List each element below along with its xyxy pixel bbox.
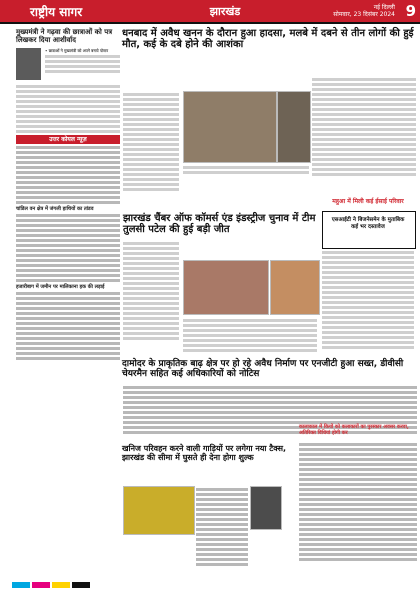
ranchi-headline: कालाकाल में कियों को कलाकारों का पुरस्कार अवसर करवा, अतिरिक्त विधियां होगी कर bbox=[299, 424, 409, 436]
header-rule bbox=[0, 22, 420, 24]
truck-photo bbox=[123, 486, 195, 535]
left-news-column bbox=[16, 28, 120, 588]
ranchi-text bbox=[299, 441, 417, 576]
masthead bbox=[0, 0, 420, 22]
brand-title: राष्ट्रीय सागर bbox=[30, 4, 83, 19]
cyan-swatch bbox=[12, 582, 30, 588]
ngt-headline: दामोदर के प्राकृतिक बाढ़ क्षेत्र पर हो रहे अवैध निर्माण पर एनजीटी हुआ सख्त, डीवीसी चेयरमैन सहित कई अधिकारियों को नोटिस bbox=[122, 359, 404, 379]
section-title: झारखंड bbox=[209, 4, 241, 18]
mining-caption-lines bbox=[183, 166, 309, 174]
left-second-headline: चांडिल वन क्षेत्र में जंगली हाथियों का तांडव bbox=[16, 206, 94, 212]
cm-photo bbox=[16, 48, 41, 80]
dateline: नई दिल्ली सोमवार, 23 दिसंबर 2024 bbox=[333, 4, 395, 18]
left-text-block-1 bbox=[16, 85, 120, 133]
left-third-headline: हजारीबाग में जमीन पर मालिकाना हक की लड़ाई bbox=[16, 284, 105, 290]
article-text-1 bbox=[123, 91, 179, 204]
main-headline: धनबाद में अवैध खनन के दौरान हुआ हादसा, मलबे में दबने से तीन लोगों की हुई मौत, कई के दबे होने की आशंका bbox=[122, 28, 414, 50]
mining-caption bbox=[183, 164, 309, 176]
magenta-swatch bbox=[32, 582, 50, 588]
black-swatch bbox=[72, 582, 90, 588]
color-registration-strip bbox=[12, 582, 408, 588]
left-text-block-3 bbox=[16, 214, 120, 282]
chamber-headline: झारखंड चैंबर ऑफ कॉमर्स एंड इंडस्ट्रीज चुनाव में टीम तुलसी पटेल की हुई बड़ी जीत bbox=[123, 213, 316, 235]
cm-story-text bbox=[45, 48, 120, 80]
page-number: 9 bbox=[405, 2, 416, 20]
article-text-2 bbox=[312, 76, 416, 188]
yellow-swatch bbox=[52, 582, 70, 588]
left-section-tag: उत्तर कोयल न्यूज़ bbox=[16, 135, 120, 144]
celebration-photo-2 bbox=[270, 260, 320, 315]
left-text-block-4 bbox=[16, 292, 120, 360]
chamber-text-left bbox=[123, 240, 179, 351]
chamber-text-right bbox=[183, 317, 317, 353]
official-photo bbox=[250, 486, 282, 530]
left-text-block-2 bbox=[16, 146, 120, 204]
right-text-block bbox=[322, 249, 414, 351]
mining-photo bbox=[183, 91, 277, 163]
cm-lines bbox=[45, 55, 120, 73]
celebration-photo bbox=[183, 260, 269, 315]
left-headline: मुख्यमंत्री ने गढ़वा की छात्राओं को पत्र लिखकर दिया आशीर्वाद bbox=[16, 28, 113, 44]
mining-photo-2 bbox=[277, 91, 311, 163]
transport-text bbox=[196, 486, 248, 576]
cm-story bbox=[16, 48, 120, 80]
cm-subnote: • छात्राओं ने मुख्यमंत्री को अपने बनाये पोस्टर bbox=[45, 48, 109, 53]
right-subhead: एसआईटी ने बिजनेसमेन के मुताबिक कई भर दस्तावेज bbox=[331, 217, 405, 230]
transport-headline: खनिज परिवहन करने वाली गाड़ियों पर लगेगा नया टैक्स, झारखंड की सीमा में घुसते ही देना होगा शुल्क bbox=[122, 444, 287, 462]
right-column-headline: महुआ में मिली कई ईसाई परिवार bbox=[332, 198, 404, 205]
